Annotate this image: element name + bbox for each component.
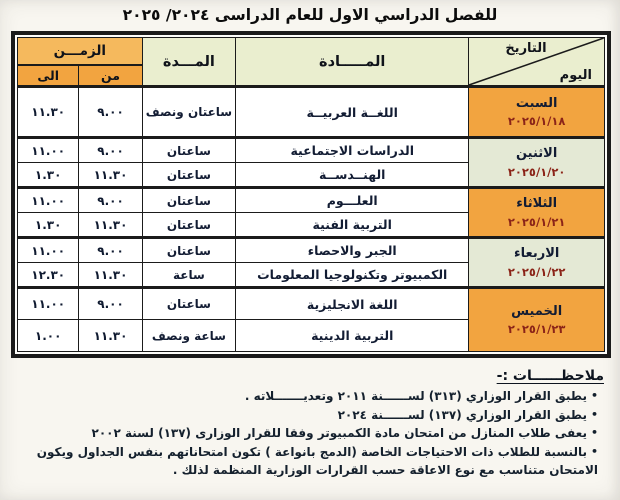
from-time-cell: ٩.٠٠ (79, 138, 142, 163)
subject-cell: الجبر والاحصاء (236, 238, 469, 263)
subject-cell: اللغــة العربيــة (236, 87, 469, 138)
exam-schedule-table (17, 37, 605, 352)
from-time-cell: ١١.٣٠ (79, 320, 142, 352)
from-time-cell: ٩.٠٠ (79, 288, 142, 320)
subject-cell: الكمبيوتر وتكنولوجيا المعلومات (236, 263, 469, 288)
to-time-cell: ١١.٠٠ (18, 238, 79, 263)
bullet-icon: • (590, 389, 598, 402)
notes-heading: ملاحظــــــات :- (496, 368, 604, 384)
header-subject: المـــــادة (236, 38, 469, 87)
note-item (14, 443, 604, 480)
to-time-cell: ١.٣٠ (18, 213, 79, 238)
schedule-table-frame (11, 31, 611, 358)
header-duration: المـــدة (142, 38, 235, 87)
header-date-label: التاريخ (505, 41, 547, 56)
duration-cell: ساعتان ونصف (142, 87, 235, 138)
from-time-cell: ١١.٣٠ (79, 263, 142, 288)
day-date: ٢٠٢٥/١/٢١ (507, 214, 566, 229)
from-time-cell: ٩.٠٠ (79, 87, 142, 138)
subject-cell: الدراسات الاجتماعية (236, 138, 469, 163)
to-time-cell: ١٢.٣٠ (18, 263, 79, 288)
table-row (18, 138, 605, 163)
header-day-date-cell (469, 38, 605, 87)
note-item (14, 406, 604, 425)
day-date: ٢٠٢٥/١/١٨ (507, 114, 566, 129)
table-row (18, 238, 605, 263)
from-time-cell: ١١.٣٠ (79, 213, 142, 238)
duration-cell: ساعتان (142, 238, 235, 263)
subject-cell: التربية الفنية (236, 213, 469, 238)
duration-cell: ساعة ونصف (142, 320, 235, 352)
table-row (18, 288, 605, 320)
day-name: الخميس (511, 303, 563, 319)
to-time-cell: ١.٠٠ (18, 320, 79, 352)
to-time-cell: ١.٣٠ (18, 163, 79, 188)
from-time-cell: ٩.٠٠ (79, 238, 142, 263)
from-time-cell: ١١.٣٠ (79, 163, 142, 188)
note-item (14, 424, 604, 443)
note-text: يطبق القرار الوزاري (١٣٧) لســــــنة ٢٠٢٤ (337, 407, 587, 422)
notes-section (14, 365, 604, 480)
header-from: من (79, 65, 142, 87)
day-cell-thursday (469, 288, 605, 352)
day-cell-saturday (469, 87, 605, 138)
to-time-cell: ١١.٠٠ (18, 188, 79, 213)
duration-cell: ساعتان (142, 163, 235, 188)
from-time-cell: ٩.٠٠ (79, 188, 142, 213)
table-row (18, 188, 605, 213)
to-time-cell: ١١.٠٠ (18, 138, 79, 163)
day-date: ٢٠٢٥/١/٢٣ (507, 322, 566, 337)
note-text: يطبق القرار الوزاري (٣١٣) لســــــنة ٢٠١١ وتعديـــــــلاته . (244, 389, 587, 403)
header-day-label: اليوم (559, 68, 592, 83)
header-time: الزمـــن (18, 38, 143, 65)
duration-cell: ساعتان (142, 138, 235, 163)
duration-cell: ساعتان (142, 213, 235, 238)
day-cell-monday (469, 138, 605, 188)
day-name: الاثنين (515, 146, 558, 162)
day-date: ٢٠٢٥/١/٢٢ (507, 264, 566, 279)
bullet-icon: • (590, 444, 598, 458)
note-item (14, 387, 604, 406)
page-title: للفصل الدراسي الاول للعام الدراسى ٢٠٢٤/ ٢٠٢٥ (122, 6, 498, 24)
to-time-cell: ١١.٣٠ (18, 87, 79, 138)
day-cell-tuesday (469, 188, 605, 238)
day-date: ٢٠٢٥/١/٢٠ (507, 164, 566, 179)
subject-cell: اللغة الانجليزية (236, 288, 469, 320)
subject-cell: التربية الدينية (236, 320, 469, 352)
note-text: بالنسبة للطلاب ذات الاحتياجات الخاصة (الدمج بانواعة ) تكون امتحاناتهم بنفس الجداول ويكون الامتحان متناسب مع نوع الاعاقة حسب القرارات الوزارية المنظمة لذلك . (36, 444, 598, 478)
day-name: الثلاثاء (516, 196, 558, 212)
duration-cell: ساعتان (142, 288, 235, 320)
bullet-icon: • (590, 426, 598, 440)
to-time-cell: ١١.٠٠ (18, 288, 79, 320)
header-to: الى (18, 65, 79, 87)
subject-cell: الهنــدســة (236, 163, 469, 188)
bullet-icon: • (590, 407, 598, 421)
note-text: يعفى طلاب المنازل من امتحان مادة الكمبيوتر وفقا للقرار الوزارى (١٣٧) لسنة ٢٠٠٢ (91, 426, 587, 441)
day-name: السبت (515, 95, 558, 111)
subject-cell: العلـــوم (236, 188, 469, 213)
day-name: الاربعاء (513, 246, 560, 262)
duration-cell: ساعتان (142, 188, 235, 213)
duration-cell: ساعة (142, 263, 235, 288)
day-cell-wednesday (469, 238, 605, 288)
table-row (18, 87, 605, 138)
